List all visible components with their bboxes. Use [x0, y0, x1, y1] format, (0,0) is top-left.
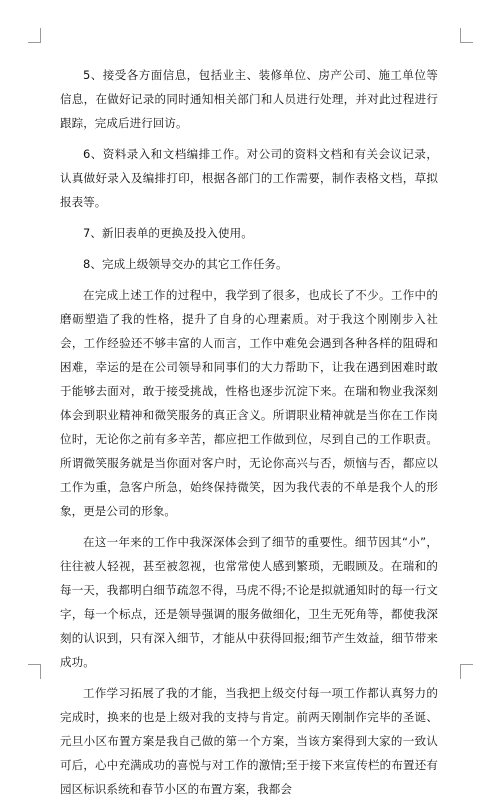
paragraph-item-5: 5、接受各方面信息，包括业主、装修单位、房产公司、施工单位等信息，在做好记录的同时通知相关部门和人员进行处理，并对此过程进行跟踪，完成后进行回访。	[60, 68, 438, 130]
paragraph-abilities: 工作学习拓展了我的才能，当我把上级交付每一项工作都认真努力的完成时，换来的也是上级对我的支持与肯定。前两天刚制作完毕的圣诞、元旦小区布置方案是我自己做的第一个方案，当该方案得到大家的一致认可后，心中充满成功的喜悦与对工作的激情;至于接下来宣传栏的布置还有园区标识系统和春节小区的布置方案，我都会	[60, 686, 438, 796]
paragraph-item-8: 8、完成上级领导交办的其它工作任务。	[83, 257, 288, 271]
paragraph-growth: 在完成上述工作的过程中，我学到了很多，也成长了不少。工作中的磨砺塑造了我的性格，提升了自身的心理素质。对于我这个刚刚步入社会，工作经验还不够丰富的人而言，工作中难免会遇到各种各样的阻碍和困难，幸运的是在公司领导和同事们的大力帮助下，让我在遇到困难时敢于能够去面对，敢于接受挑战，性格也逐步沉淀下来。在瑞和物业我深刻体会到职业精神和微笑服务的真正含义。所谓职业精神就是当你在工作岗位时，无论你之前有多辛苦，都应把工作做到位，尽到自己的工作职责。所谓微笑服务就是当你面对客户时，无论你高兴与否，烦恼与否，都应以工作为重，急客户所急，始终保持微笑，因为我代表的不单是我个人的形象，更是公司的形象。	[60, 288, 438, 518]
paragraph-item-6: 6、资料录入和文档编排工作。对公司的资料文档和有关会议记录，认真做好录入及编排打印，根据各部门的工作需要，制作表格文档，草拟报表等。	[60, 147, 438, 209]
corner-mark-top-left	[28, 28, 41, 43]
paragraph-details: 在这一年来的工作中我深深体会到了细节的重要性。细节因其“小”，往往被人轻视，甚至被忽视，也常常使人感到繁琐，无暇顾及。在瑞和的每一天，我都明白细节疏忽不得，马虎不得;不论是拟就通知时的每一行文字，每一个标点，还是领导强调的服务做细化，卫生无死角等，都使我深刻的认识到，只有深入细节，才能从中获得回报;细节产生效益，细节带来成功。	[60, 535, 438, 669]
paragraph-item-7: 7、新旧表单的更换及投入使用。	[83, 226, 253, 240]
corner-mark-bottom-left	[28, 664, 41, 679]
corner-mark-bottom-right	[460, 664, 473, 679]
corner-mark-top-right	[460, 28, 473, 43]
document-body	[60, 63, 438, 808]
